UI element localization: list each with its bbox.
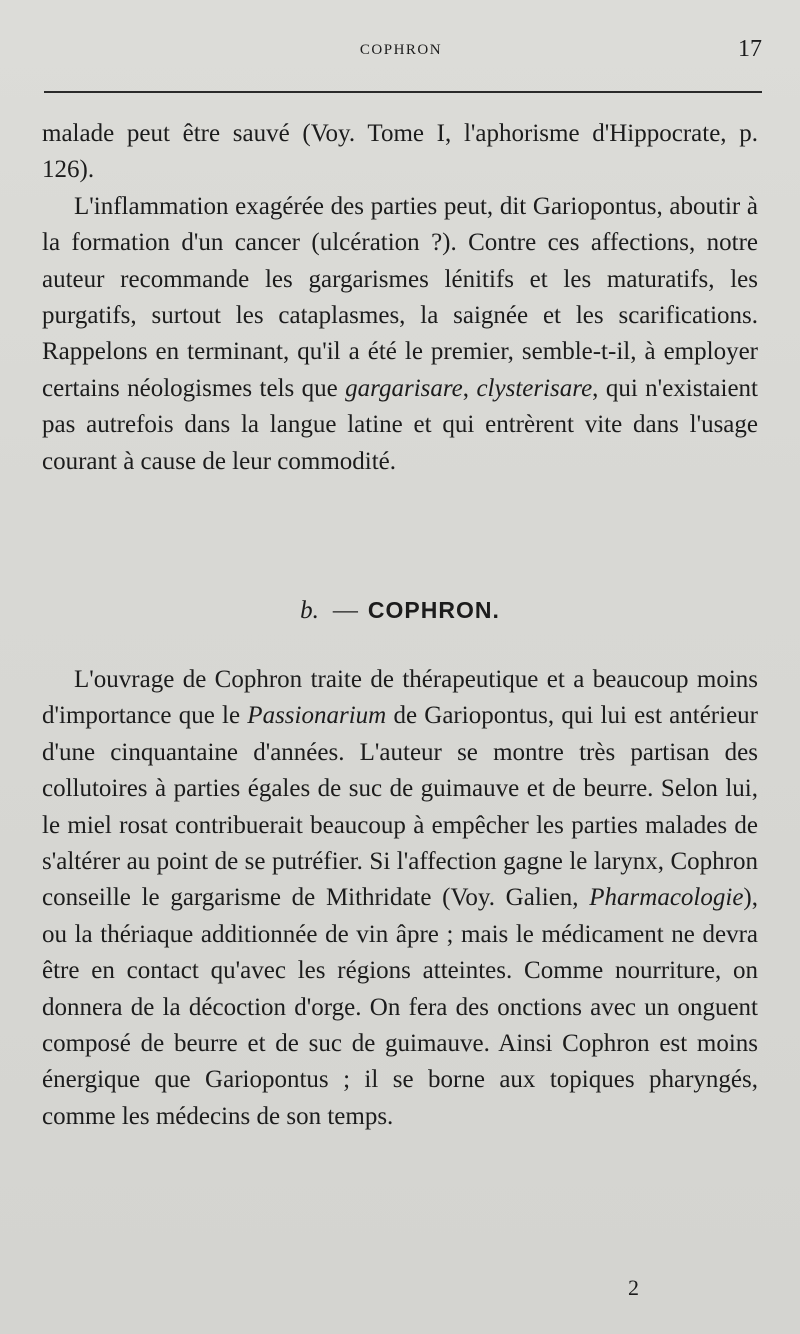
running-title: COPHRON bbox=[359, 42, 443, 58]
italic-pharmacologie: Pharmacologie bbox=[589, 884, 744, 912]
text-block-cophron bbox=[42, 662, 758, 1135]
section-letter: b. bbox=[300, 597, 319, 624]
italic-clysterisare: clysterisare bbox=[476, 374, 593, 402]
paragraph-inflammation bbox=[42, 189, 758, 480]
paragraph-cophron-text-3: ), ou la thériaque additionnée de vin âpre ; mais le médicament ne devra être en contact qu'avec les régions atteintes. Comme nourriture, on donnera de la décoction d'orge. On fera des onctions avec un onguent composé de beurre et de suc de guimauve. Ainsi Cophron est moins énergique que Gariopontus ; il se borne aux topiques pharyngés, comme les médecins de son temps. bbox=[42, 884, 758, 1130]
paragraph-inflammation-text-1: L'inflammation exagérée des parties peut, dit Gariopontus, aboutir à la formation d'un cancer (ulcération ?). Contre ces affections, notre auteur recommande les gargarismes lénitifs et les maturatifs, les purgatifs, surtout les cataplasmes, la saignée et les scarifications. Rappelons en terminant, qu'il a été le premier, semble-t-il, à employer certains néologismes tels que bbox=[42, 192, 758, 402]
section-dash: — bbox=[332, 597, 358, 624]
separator-comma: , bbox=[462, 374, 477, 402]
header-rule bbox=[44, 91, 762, 93]
section-heading bbox=[0, 597, 800, 625]
paragraph-continuation-text: malade peut être sauvé (Voy. Tome I, l'aphorisme d'Hippocrate, p. 126). bbox=[42, 120, 758, 184]
paragraph-continuation bbox=[42, 116, 758, 189]
page-number: 17 bbox=[738, 36, 762, 62]
italic-passionarium: Passionarium bbox=[247, 702, 387, 730]
paragraph-cophron-text-1: L'ouvrage de Cophron traite de thérapeutique et a beaucoup moins d'importance que le bbox=[42, 666, 758, 730]
running-head bbox=[40, 38, 762, 68]
text-block-gariopontus bbox=[42, 116, 758, 480]
signature-mark: 2 bbox=[628, 1275, 639, 1300]
italic-gargarisare: gargarisare bbox=[345, 374, 463, 402]
paragraph-cophron bbox=[42, 662, 758, 1135]
paragraph-inflammation-text-2: , qui n'existaient pas autrefois dans la langue latine et qui entrèrent vite dans l'usage courant à cause de leur commodité. bbox=[42, 374, 758, 475]
section-title: COPHRON. bbox=[367, 597, 500, 623]
paragraph-cophron-text-2: de Gariopontus, qui lui est antérieur d'une cinquantaine d'années. L'auteur se montre très partisan des collutoires à parties égales de suc de guimauve et de beurre. Selon lui, le miel rosat contribuerait beaucoup à empêcher les parties malades de s'altérer au point de se putréfier. Si l'affection gagne le larynx, Cophron conseille le gargarisme de Mithridate (Voy. Galien, bbox=[42, 702, 758, 912]
